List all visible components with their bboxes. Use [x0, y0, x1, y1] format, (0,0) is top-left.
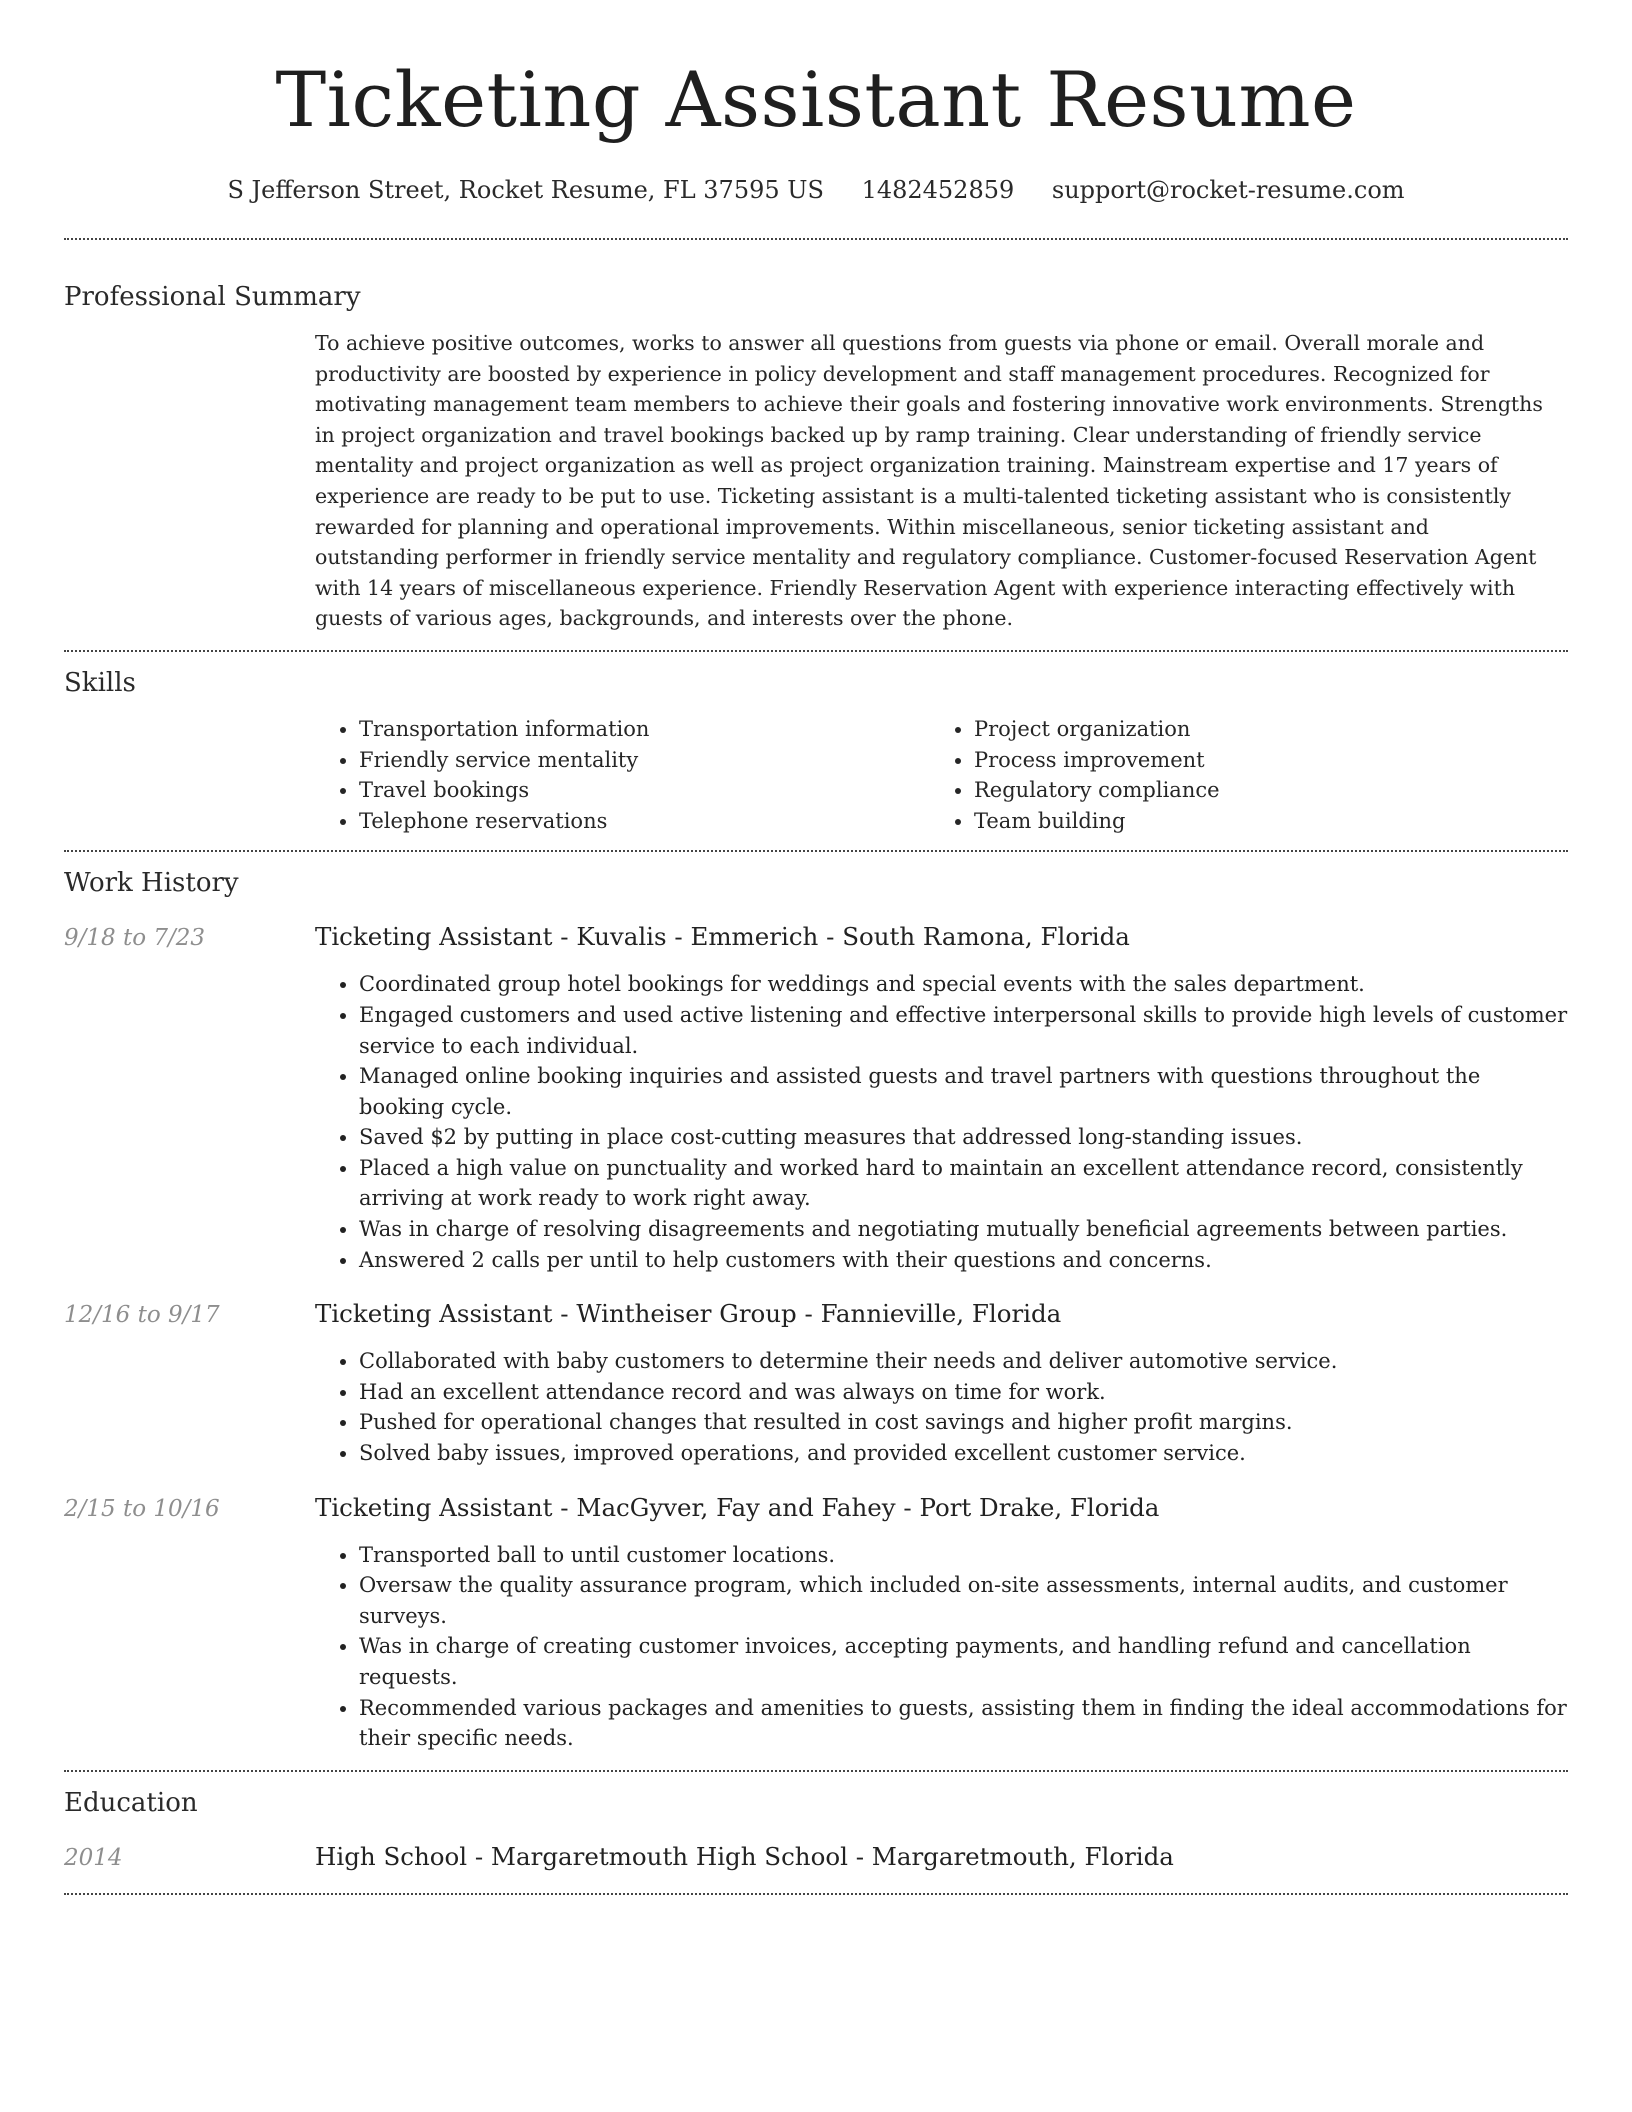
job-bullet: • Collaborated with baby customers to determine their needs and deliver automotive service.: [359, 1346, 1568, 1377]
job-title: Ticketing Assistant - Kuvalis - Emmerich - South Ramona, Florida: [315, 922, 1130, 952]
job-dates: 2/15 to 10/16: [64, 1495, 220, 1522]
job-bullet: • Coordinated group hotel bookings for weddings and special events with the sales department.: [359, 969, 1568, 1000]
professional-summary-section: [64, 240, 1568, 634]
section-divider: [64, 1893, 1568, 1895]
resume-title: Ticketing Assistant Resume: [275, 55, 1357, 144]
job-title: Ticketing Assistant - MacGyver, Fay and Fahey - Port Drake, Florida: [315, 1492, 1160, 1522]
job-bullet: • Recommended various packages and amenities to guests, assisting them in finding the ideal accommodations for their specific needs.: [359, 1693, 1568, 1754]
resume-header: [64, 0, 1568, 206]
job-bullet: • Was in charge of resolving disagreements and negotiating mutually beneficial agreements between parties.: [359, 1214, 1568, 1245]
education-entry: [64, 1840, 1568, 1875]
contact-phone: 1482452859: [861, 176, 1015, 204]
summary-text: To achieve positive outcomes, works to answer all questions from guests via phone or email. Overall morale and productivity are boosted by experience in policy development and staff management procedures. Recognized for motivating management team members to achieve their goals and fostering innovative work environments. Strengths in project organization and travel bookings backed up by ramp training. Clear understanding of friendly service mentality and project organization as well as project organization training. Mainstream expertise and 17 years of experience are ready to be put to use. Ticketing assistant is a multi-talented ticketing assistant who is consistently rewarded for planning and operational improvements. Within miscellaneous, senior ticketing assistant and outstanding performer in friendly service mentality and regulatory compliance. Customer-focused Reservation Agent with 14 years of miscellaneous experience. Friendly Reservation Agent with experience interacting effectively with guests of various ages, backgrounds, and interests over the phone.: [315, 331, 1543, 631]
job-bullet: • Solved baby issues, improved operations, and provided excellent customer service.: [359, 1438, 1568, 1469]
skill-item: • Telephone reservations: [359, 806, 930, 837]
section-heading-summary: Professional Summary: [64, 282, 361, 312]
job-bullet: • Pushed for operational changes that resulted in cost savings and higher profit margins.: [359, 1407, 1568, 1438]
job-bullets: [315, 1346, 1568, 1468]
contact-line: [64, 174, 1568, 206]
job-bullets: [315, 969, 1568, 1275]
job-bullet: • Transported ball to until customer locations.: [359, 1540, 1568, 1571]
education-title: High School - Margaretmouth High School - Margaretmouth, Florida: [315, 1841, 1174, 1871]
section-heading-education: Education: [64, 1787, 198, 1818]
job-entry: [64, 920, 1568, 1275]
job-bullet: • Managed online booking inquiries and assisted guests and travel partners with questions throughout the booking cycle.: [359, 1061, 1568, 1122]
job-entry: [64, 1297, 1568, 1468]
skill-item: • Process improvement: [974, 745, 1545, 776]
job-bullet: • Answered 2 calls per until to help customers with their questions and concerns.: [359, 1245, 1568, 1276]
skill-item: • Regulatory compliance: [974, 775, 1545, 806]
job-header: [64, 1297, 1568, 1332]
job-bullet: • Oversaw the quality assurance program, which included on-site assessments, internal audits, and customer surveys.: [359, 1570, 1568, 1631]
skill-item: • Transportation information: [359, 714, 930, 745]
contact-address: S Jefferson Street, Rocket Resume, FL 37595 US: [227, 176, 824, 204]
skills-grid: [315, 714, 1568, 836]
work-history-section: [64, 852, 1568, 1753]
job-bullet: • Placed a high value on punctuality and worked hard to maintain an excellent attendance record, consistently arriving at work ready to work right away.: [359, 1153, 1568, 1214]
job-title: Ticketing Assistant - Wintheiser Group - Fannieville, Florida: [315, 1299, 1062, 1329]
skill-item: • Travel bookings: [359, 775, 930, 806]
job-bullet: • Was in charge of creating customer invoices, accepting payments, and handling refund and cancellation requests.: [359, 1631, 1568, 1692]
job-bullets: [315, 1540, 1568, 1754]
skill-item: • Project organization: [974, 714, 1545, 745]
skill-item: • Friendly service mentality: [359, 745, 930, 776]
education-year: 2014: [64, 1844, 123, 1871]
education-section: [64, 1772, 1568, 1875]
contact-email: support@rocket-resume.com: [1051, 176, 1405, 204]
section-heading-skills: Skills: [64, 667, 136, 698]
skills-list-left: [315, 714, 930, 836]
job-bullet: • Saved $2 by putting in place cost-cutting measures that addressed long-standing issues.: [359, 1122, 1568, 1153]
skills-list-right: [930, 714, 1545, 836]
job-dates: 9/18 to 7/23: [64, 925, 206, 952]
skill-item: • Team building: [974, 806, 1545, 837]
job-entry: [64, 1491, 1568, 1754]
job-header: [64, 1491, 1568, 1526]
job-bullet: • Had an excellent attendance record and was always on time for work.: [359, 1377, 1568, 1408]
section-heading-work: Work History: [64, 868, 239, 899]
job-dates: 12/16 to 9/17: [64, 1302, 220, 1329]
job-header: [64, 920, 1568, 955]
skills-section: [64, 652, 1568, 836]
job-bullet: • Engaged customers and used active listening and effective interpersonal skills to provide high levels of customer service to each individual.: [359, 1000, 1568, 1061]
